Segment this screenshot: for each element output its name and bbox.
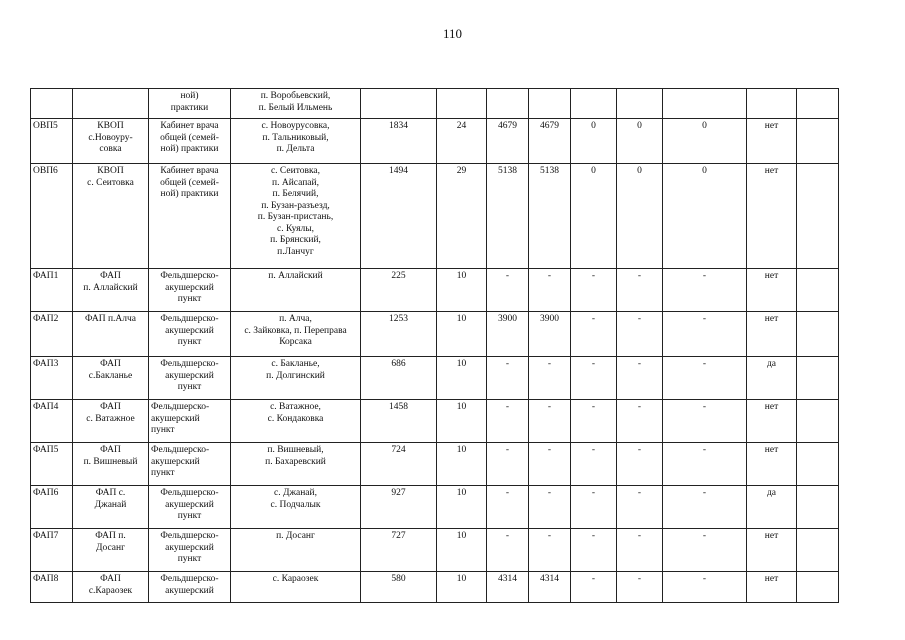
cell-population: 1494 bbox=[361, 164, 437, 269]
cell-code: ФАП8 bbox=[31, 572, 73, 603]
cell-value-a: - bbox=[487, 443, 529, 486]
cell-population: 1834 bbox=[361, 119, 437, 164]
cell-value-a: 3900 bbox=[487, 312, 529, 357]
cell-type: Фельдшерско- акушерский пункт bbox=[149, 529, 231, 572]
cell-type: Фельдшерско- акушерский пункт bbox=[149, 357, 231, 400]
cell-value-b: - bbox=[529, 529, 571, 572]
cell-distance: 10 bbox=[437, 572, 487, 603]
cell-empty bbox=[797, 312, 839, 357]
cell-value-b: - bbox=[529, 443, 571, 486]
cell-value-d: - bbox=[617, 400, 663, 443]
cell-value-a: - bbox=[487, 529, 529, 572]
cell-distance bbox=[437, 89, 487, 119]
cell-code bbox=[31, 89, 73, 119]
table-row bbox=[31, 443, 839, 486]
cell-settlements: с. Караозек bbox=[231, 572, 361, 603]
cell-value-e: - bbox=[663, 400, 747, 443]
cell-value-e: - bbox=[663, 269, 747, 312]
cell-empty bbox=[797, 164, 839, 269]
cell-population: 727 bbox=[361, 529, 437, 572]
cell-value-d: - bbox=[617, 357, 663, 400]
cell-value-b: - bbox=[529, 486, 571, 529]
cell-value-a: 4679 bbox=[487, 119, 529, 164]
cell-value-b: - bbox=[529, 357, 571, 400]
cell-value-c: 0 bbox=[571, 164, 617, 269]
cell-value-e: - bbox=[663, 572, 747, 603]
cell-value-d: - bbox=[617, 443, 663, 486]
cell-population: 927 bbox=[361, 486, 437, 529]
cell-code: ФАП6 bbox=[31, 486, 73, 529]
cell-value-e: - bbox=[663, 312, 747, 357]
cell-type: Фельдшерско- акушерский пункт bbox=[149, 269, 231, 312]
cell-type: Кабинет врача общей (семей- ной) практики bbox=[149, 119, 231, 164]
cell-status: нет bbox=[747, 443, 797, 486]
cell-code: ФАП5 bbox=[31, 443, 73, 486]
cell-name: ФАП с. Джанай bbox=[73, 486, 149, 529]
cell-status: да bbox=[747, 486, 797, 529]
cell-population: 686 bbox=[361, 357, 437, 400]
cell-code: ОВП5 bbox=[31, 119, 73, 164]
cell-value-a: - bbox=[487, 486, 529, 529]
cell-settlements: п. Вишневый, п. Бахаревский bbox=[231, 443, 361, 486]
cell-value-c: - bbox=[571, 443, 617, 486]
cell-code: ФАП2 bbox=[31, 312, 73, 357]
cell-value-c: 0 bbox=[571, 119, 617, 164]
cell-value-e: - bbox=[663, 357, 747, 400]
cell-status bbox=[747, 89, 797, 119]
cell-type: ной) практики bbox=[149, 89, 231, 119]
cell-name: КВОП с. Сеитовка bbox=[73, 164, 149, 269]
cell-value-c: - bbox=[571, 572, 617, 603]
cell-population: 1253 bbox=[361, 312, 437, 357]
cell-value-c bbox=[571, 89, 617, 119]
cell-code: ФАП4 bbox=[31, 400, 73, 443]
cell-type: Фельдшерско- акушерский пункт bbox=[149, 443, 231, 486]
cell-distance: 10 bbox=[437, 269, 487, 312]
cell-status: да bbox=[747, 357, 797, 400]
cell-settlements: п. Аллайский bbox=[231, 269, 361, 312]
cell-value-c: - bbox=[571, 357, 617, 400]
cell-value-d: - bbox=[617, 269, 663, 312]
cell-name: ФАП п. Аллайский bbox=[73, 269, 149, 312]
cell-settlements: п. Воробьевский, п. Белый Ильмень bbox=[231, 89, 361, 119]
cell-population bbox=[361, 89, 437, 119]
cell-value-e: 0 bbox=[663, 119, 747, 164]
cell-distance: 24 bbox=[437, 119, 487, 164]
cell-type: Фельдшерско- акушерский пункт bbox=[149, 486, 231, 529]
cell-distance: 10 bbox=[437, 357, 487, 400]
cell-settlements: с. Сеитовка, п. Айсапай, п. Белячий, п. Бузан-разъезд, п. Бузан-пристань, с. Куялы, п. Брянский, п.Ланчуг bbox=[231, 164, 361, 269]
cell-distance: 10 bbox=[437, 312, 487, 357]
cell-type: Фельдшерско- акушерский bbox=[149, 572, 231, 603]
cell-distance: 10 bbox=[437, 486, 487, 529]
table-row bbox=[31, 119, 839, 164]
cell-name: ФАП с. Ватажное bbox=[73, 400, 149, 443]
cell-empty bbox=[797, 443, 839, 486]
cell-code: ФАП3 bbox=[31, 357, 73, 400]
cell-value-d: - bbox=[617, 312, 663, 357]
cell-type: Фельдшерско- акушерский пункт bbox=[149, 400, 231, 443]
cell-value-d: - bbox=[617, 486, 663, 529]
cell-value-a: 5138 bbox=[487, 164, 529, 269]
cell-value-e: - bbox=[663, 486, 747, 529]
cell-empty bbox=[797, 89, 839, 119]
cell-settlements: с. Новоурусовка, п. Тальниковый, п. Дельта bbox=[231, 119, 361, 164]
page-number: 110 bbox=[442, 26, 463, 41]
cell-value-c: - bbox=[571, 400, 617, 443]
table-row bbox=[31, 269, 839, 312]
cell-value-a: 4314 bbox=[487, 572, 529, 603]
cell-value-c: - bbox=[571, 269, 617, 312]
cell-value-c: - bbox=[571, 529, 617, 572]
table-row bbox=[31, 89, 839, 119]
table-row bbox=[31, 312, 839, 357]
cell-value-e bbox=[663, 89, 747, 119]
cell-name: ФАП п.Алча bbox=[73, 312, 149, 357]
cell-name: КВОП с.Новоуру- совка bbox=[73, 119, 149, 164]
cell-status: нет bbox=[747, 529, 797, 572]
cell-value-d: - bbox=[617, 572, 663, 603]
cell-value-b: - bbox=[529, 269, 571, 312]
cell-population: 580 bbox=[361, 572, 437, 603]
cell-value-d: - bbox=[617, 529, 663, 572]
table-row bbox=[31, 486, 839, 529]
cell-distance: 29 bbox=[437, 164, 487, 269]
cell-settlements: п. Досанг bbox=[231, 529, 361, 572]
cell-population: 1458 bbox=[361, 400, 437, 443]
table-row bbox=[31, 357, 839, 400]
table-row bbox=[31, 529, 839, 572]
cell-distance: 10 bbox=[437, 400, 487, 443]
table-row bbox=[31, 164, 839, 269]
cell-status: нет bbox=[747, 572, 797, 603]
cell-name: ФАП п. Досанг bbox=[73, 529, 149, 572]
cell-value-b: 4314 bbox=[529, 572, 571, 603]
cell-empty bbox=[797, 357, 839, 400]
table-row bbox=[31, 400, 839, 443]
cell-value-d: 0 bbox=[617, 119, 663, 164]
cell-value-a bbox=[487, 89, 529, 119]
cell-status: нет bbox=[747, 119, 797, 164]
cell-name bbox=[73, 89, 149, 119]
cell-value-c: - bbox=[571, 312, 617, 357]
cell-status: нет bbox=[747, 164, 797, 269]
cell-settlements: с. Ватажное, с. Кондаковка bbox=[231, 400, 361, 443]
cell-empty bbox=[797, 572, 839, 603]
cell-empty bbox=[797, 400, 839, 443]
facilities-table bbox=[30, 88, 839, 603]
cell-value-a: - bbox=[487, 400, 529, 443]
cell-value-a: - bbox=[487, 357, 529, 400]
cell-type: Кабинет врача общей (семей- ной) практики bbox=[149, 164, 231, 269]
cell-population: 724 bbox=[361, 443, 437, 486]
cell-status: нет bbox=[747, 269, 797, 312]
cell-value-e: - bbox=[663, 529, 747, 572]
cell-name: ФАП с.Караозек bbox=[73, 572, 149, 603]
cell-empty bbox=[797, 486, 839, 529]
cell-value-d bbox=[617, 89, 663, 119]
cell-settlements: с. Бакланье, п. Долгинский bbox=[231, 357, 361, 400]
cell-empty bbox=[797, 119, 839, 164]
cell-name: ФАП с.Бакланье bbox=[73, 357, 149, 400]
cell-empty bbox=[797, 529, 839, 572]
cell-distance: 10 bbox=[437, 443, 487, 486]
cell-code: ОВП6 bbox=[31, 164, 73, 269]
cell-value-e: 0 bbox=[663, 164, 747, 269]
cell-value-e: - bbox=[663, 443, 747, 486]
cell-value-a: - bbox=[487, 269, 529, 312]
cell-code: ФАП7 bbox=[31, 529, 73, 572]
cell-empty bbox=[797, 269, 839, 312]
cell-code: ФАП1 bbox=[31, 269, 73, 312]
cell-type: Фельдшерско- акушерский пункт bbox=[149, 312, 231, 357]
cell-distance: 10 bbox=[437, 529, 487, 572]
cell-value-b bbox=[529, 89, 571, 119]
cell-status: нет bbox=[747, 400, 797, 443]
cell-value-d: 0 bbox=[617, 164, 663, 269]
cell-value-b: - bbox=[529, 400, 571, 443]
cell-name: ФАП п. Вишневый bbox=[73, 443, 149, 486]
cell-value-c: - bbox=[571, 486, 617, 529]
cell-value-b: 3900 bbox=[529, 312, 571, 357]
cell-value-b: 5138 bbox=[529, 164, 571, 269]
cell-settlements: с. Джанай, с. Подчалык bbox=[231, 486, 361, 529]
cell-population: 225 bbox=[361, 269, 437, 312]
table-row bbox=[31, 572, 839, 603]
cell-settlements: п. Алча, с. Зайковка, п. Переправа Корсака bbox=[231, 312, 361, 357]
cell-value-b: 4679 bbox=[529, 119, 571, 164]
cell-status: нет bbox=[747, 312, 797, 357]
